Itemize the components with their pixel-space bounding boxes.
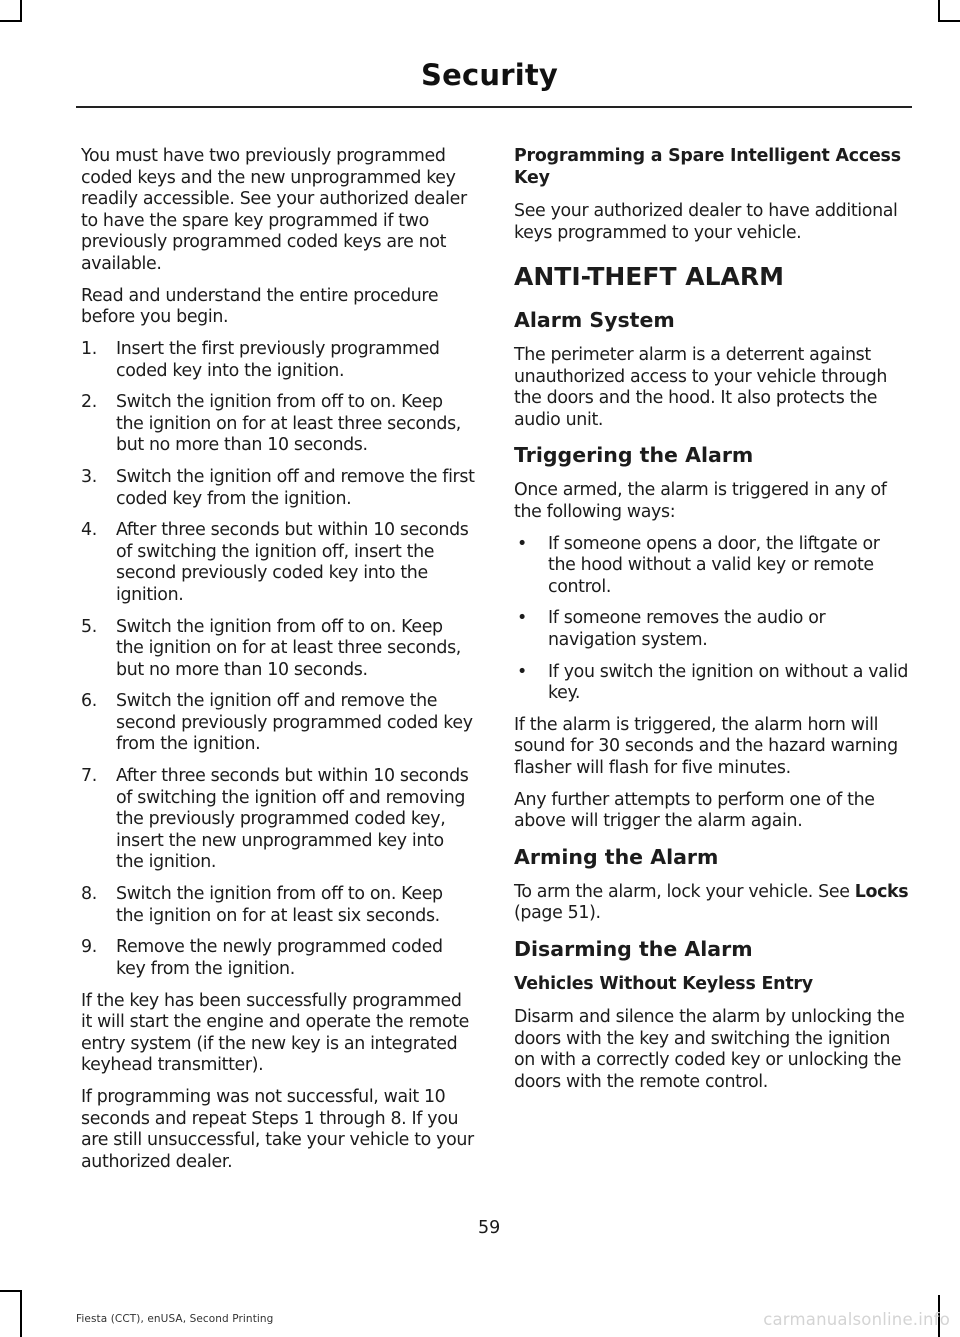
step-number: 7.: [81, 766, 97, 787]
step-number: 8.: [81, 884, 97, 905]
spare-key-paragraph: See your authorized dealer to have additional keys programmed to your vehicle.: [514, 201, 898, 243]
step-number: 2.: [81, 392, 97, 413]
footer-text: Fiesta (CCT), enUSA, Second Printing: [76, 1313, 274, 1325]
left-column: [81, 146, 475, 1184]
locks-link[interactable]: Locks: [854, 881, 909, 902]
arming-page-ref: (page 51).: [514, 903, 601, 924]
further-paragraph: Any further attempts to perform one of the above will trigger the alarm again.: [514, 789, 875, 832]
crop-mark: [0, 1290, 22, 1292]
bullet-icon: •: [517, 661, 527, 682]
watermark: carmanualsonline.info: [763, 1310, 950, 1329]
step-text: Insert the first previously programmed coded key into the ignition.: [116, 339, 440, 381]
header-divider: [76, 106, 912, 108]
step-text: Switch the ignition from off to on. Keep the ignition on for at least six seconds.: [116, 884, 443, 926]
step-number: 1.: [81, 339, 97, 359]
intro-paragraph: You must have two previously programmed coded keys and the new unprogrammed key readily accessible. See your authorized dealer to have the spare key programmed if two previously programmed coded keys are not available.: [81, 146, 467, 274]
crop-mark: [20, 1290, 22, 1337]
trigger-text: If someone opens a door, the liftgate or the hood without a valid key or remote control.: [548, 533, 880, 597]
step-item: [81, 392, 475, 457]
step-text: Remove the newly programmed coded key from the ignition.: [116, 937, 443, 979]
section-title: ANTI-THEFT ALARM: [514, 262, 784, 291]
step-number: 9.: [81, 937, 97, 958]
step-text: Switch the ignition off and remove the second previously programmed coded key from the ignition.: [116, 691, 473, 755]
step-item: [81, 339, 475, 382]
bullet-icon: •: [517, 533, 527, 554]
arming-heading: Arming the Alarm: [514, 844, 719, 869]
step-item: [81, 937, 475, 980]
disarming-heading: Disarming the Alarm: [514, 936, 753, 961]
step-item: [81, 691, 475, 756]
trigger-text: If someone removes the audio or navigation system.: [548, 608, 826, 650]
step-number: 4.: [81, 520, 97, 541]
step-text: Switch the ignition from off to on. Keep the ignition on for at least three seconds, but no more than 10 seconds.: [116, 616, 461, 680]
disarming-subheading: Vehicles Without Keyless Entry: [514, 973, 813, 994]
step-text: After three seconds but within 10 seconds of switching the ignition off and removing the previously programmed coded key, insert the new unprogrammed key into the ignition.: [116, 766, 469, 873]
trigger-list: [514, 534, 910, 705]
failure-paragraph: If programming was not successful, wait 10 seconds and repeat Steps 1 through 8. If you are still unsuccessful, take your vehicle to your authorized dealer.: [81, 1087, 474, 1172]
programming-steps: [81, 339, 475, 980]
step-number: 6.: [81, 691, 97, 712]
success-paragraph: If the key has been successfully programmed it will start the engine and operate the remote entry system (if the new key is an integrated keyhead transmitter).: [81, 990, 470, 1076]
right-column: [514, 146, 910, 1104]
bullet-icon: •: [517, 608, 527, 629]
page-title: Security: [421, 58, 558, 92]
spare-key-heading: Programming a Spare Intelligent Access Key: [514, 146, 901, 188]
list-item: [514, 534, 910, 599]
crop-mark: [938, 20, 960, 22]
step-item: [81, 467, 475, 510]
step-item: [81, 617, 475, 682]
disarming-paragraph: Disarm and silence the alarm by unlocking the doors with the key and switching the ignition on with a correctly coded key or unlocking the doors with the remote control.: [514, 1007, 905, 1092]
step-item: [81, 884, 475, 927]
step-text: After three seconds but within 10 seconds of switching the ignition off, insert the second previously coded key into the ignition.: [116, 520, 469, 605]
triggered-paragraph: If the alarm is triggered, the alarm horn will sound for 30 seconds and the hazard warning flasher will flash for five minutes.: [514, 714, 898, 778]
crop-mark: [0, 20, 22, 22]
alarm-system-heading: Alarm System: [514, 308, 675, 332]
page-number: 59: [478, 1218, 501, 1238]
triggering-heading: Triggering the Alarm: [514, 443, 754, 467]
crop-mark: [20, 0, 22, 22]
step-item: [81, 766, 475, 874]
step-number: 5.: [81, 616, 97, 637]
step-number: 3.: [81, 467, 97, 488]
crop-mark: [938, 0, 940, 22]
step-text: Switch the ignition from off to on. Keep the ignition on for at least three seconds, but no more than 10 seconds.: [116, 392, 461, 456]
arming-text: To arm the alarm, lock your vehicle. See: [514, 881, 855, 902]
step-text: Switch the ignition off and remove the first coded key from the ignition.: [116, 467, 475, 509]
arming-paragraph: [514, 882, 910, 925]
triggering-paragraph: Once armed, the alarm is triggered in any of the following ways:: [514, 480, 887, 522]
alarm-system-paragraph: The perimeter alarm is a deterrent against unauthorized access to your vehicle through the doors and the hood. It also protects the audio unit.: [514, 345, 888, 430]
list-item: [514, 608, 910, 651]
list-item: [514, 662, 910, 705]
instruction-paragraph: Read and understand the entire procedure before you begin.: [81, 285, 439, 327]
trigger-text: If you switch the ignition on without a valid key.: [548, 661, 909, 704]
step-item: [81, 520, 475, 606]
